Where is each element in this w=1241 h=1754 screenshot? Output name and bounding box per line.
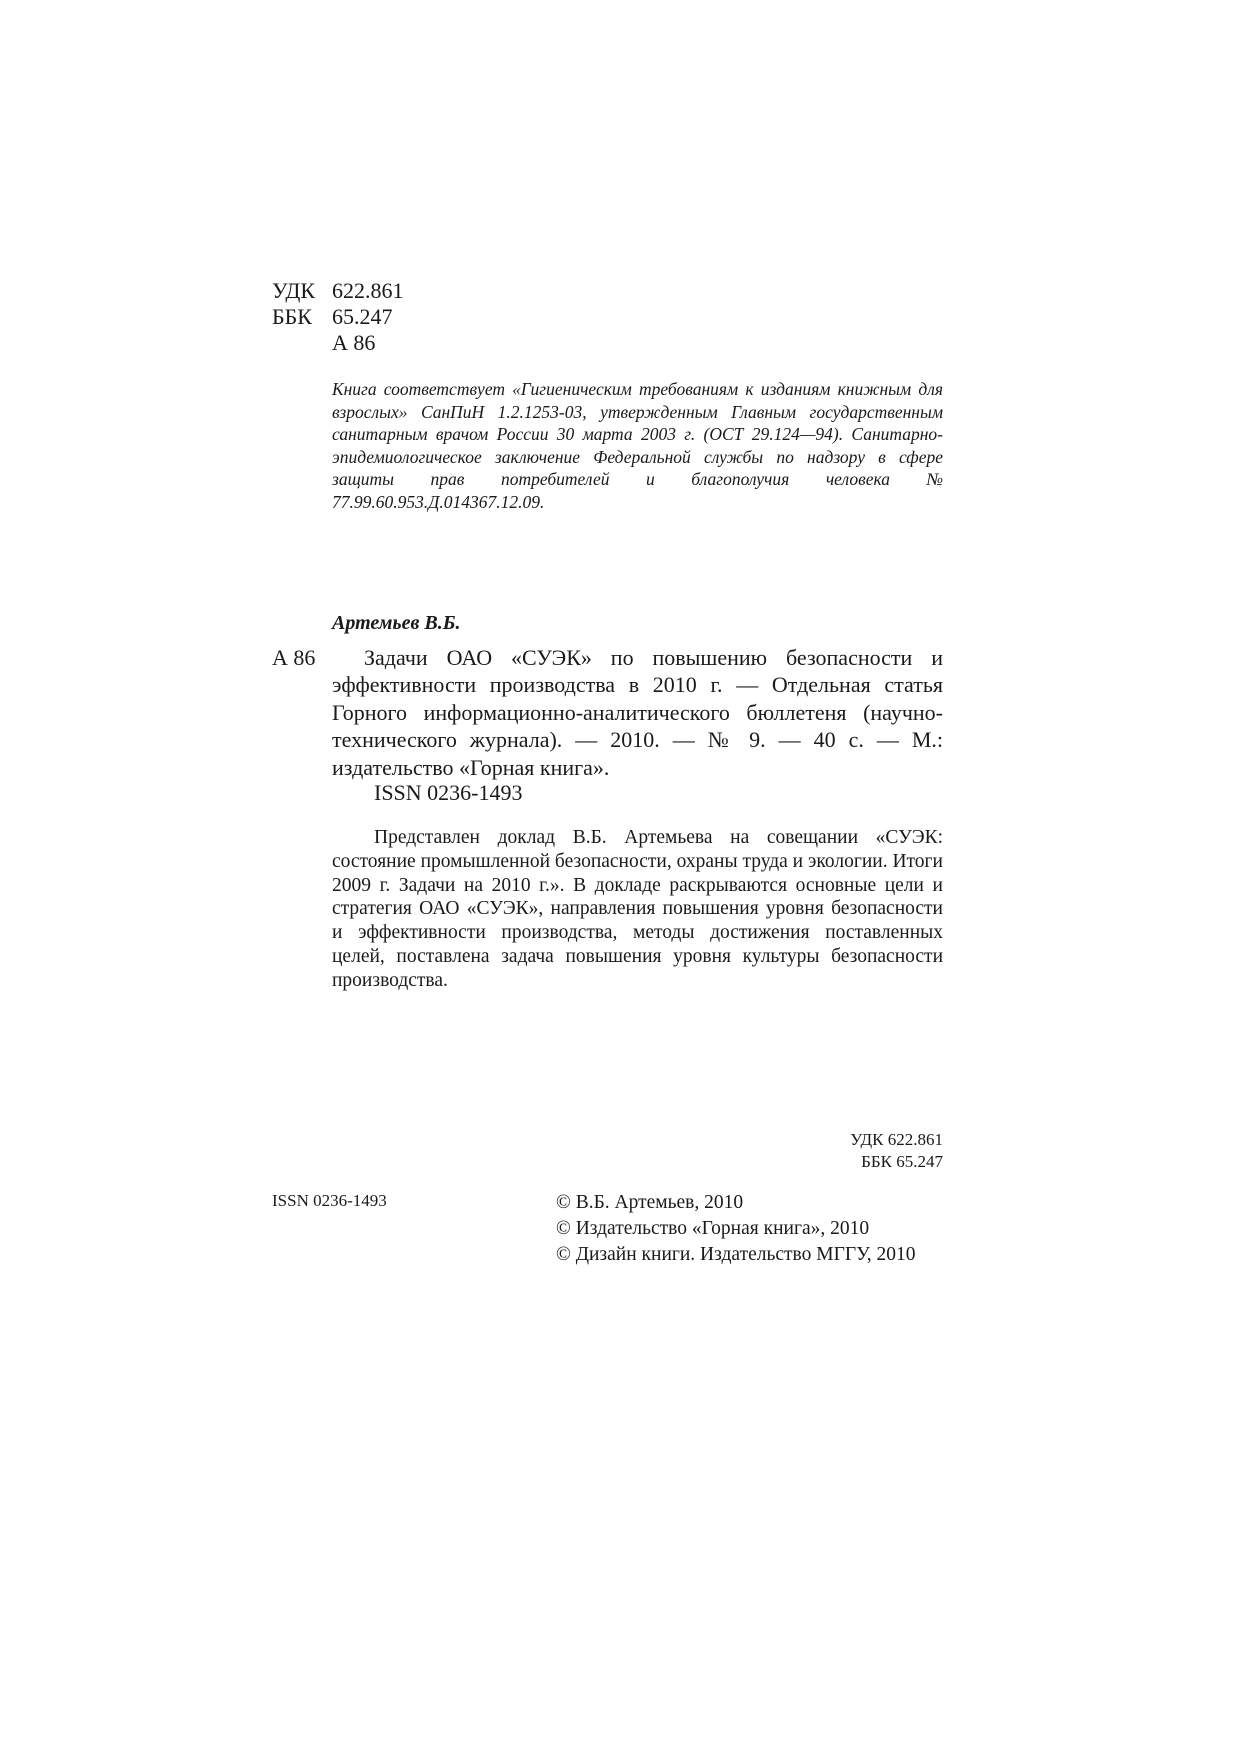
copyright-publisher: © Издательство «Горная книга», 2010 — [556, 1218, 870, 1239]
bbk-label: ББК — [272, 304, 312, 329]
udk-label: УДК — [272, 278, 316, 303]
footer-udk: УДК 622.861 — [850, 1130, 943, 1149]
footer-classification — [850, 1129, 943, 1173]
copyright-author: © В.Б. Артемьев, 2010 — [556, 1192, 744, 1213]
entry-issn: ISSN 0236-1493 — [374, 780, 523, 805]
bbk-value: 65.247 — [332, 304, 393, 329]
entry-cutter: А 86 — [272, 645, 316, 670]
footer-issn: ISSN 0236-1493 — [272, 1191, 387, 1210]
udk-row — [272, 278, 404, 304]
copyright-design: © Дизайн книги. Издательство МГГУ, 2010 — [556, 1244, 916, 1265]
cutter-row — [272, 330, 404, 356]
hygiene-note: Книга соответствует «Гигиеническим требованиям к изданиям книжным для взрослых» СанПиН 1.2.1253-03, утвержденным Главным государственным санитарным врачом России 30 марта 2003 г. (ОСТ 29.124—94). Санитарно-эпидемиологическое заключение Федеральной службы по надзору в сфере защиты прав потребителей и благополучия человека № 77.99.60.953.Д.014367.12.09. — [332, 379, 943, 512]
copyright-block — [556, 1190, 936, 1268]
bibliographic-description: Задачи ОАО «СУЭК» по повышению безопасности и эффективности производства в 2010 г. — Отдельная статья Горного информационно-аналитического бюллетеня (научно-технического журнала). — 2010. — № 9. — 40 с. — М.: издательство «Горная книга». — [332, 645, 943, 780]
udk-value: 622.861 — [332, 278, 404, 303]
bbk-row — [272, 304, 404, 330]
abstract-text: Представлен доклад В.Б. Артемьева на совещании «СУЭК: состояние промышленной безопасности, охраны труда и экологии. Итоги 2009 г. Задачи на 2010 г.». В докладе раскрываются основные цели и стратегия ОАО «СУЭК», направления повышения уровня безопасности и эффективности производства, методы достижения поставленных целей, поставлена задача повышения уровня культуры безопасности производства. — [332, 827, 943, 991]
footer-bbk: ББК 65.247 — [861, 1152, 943, 1171]
classification-block — [272, 278, 404, 356]
author-name: Артемьев В.Б. — [332, 612, 461, 634]
cutter-code: А 86 — [332, 330, 376, 355]
